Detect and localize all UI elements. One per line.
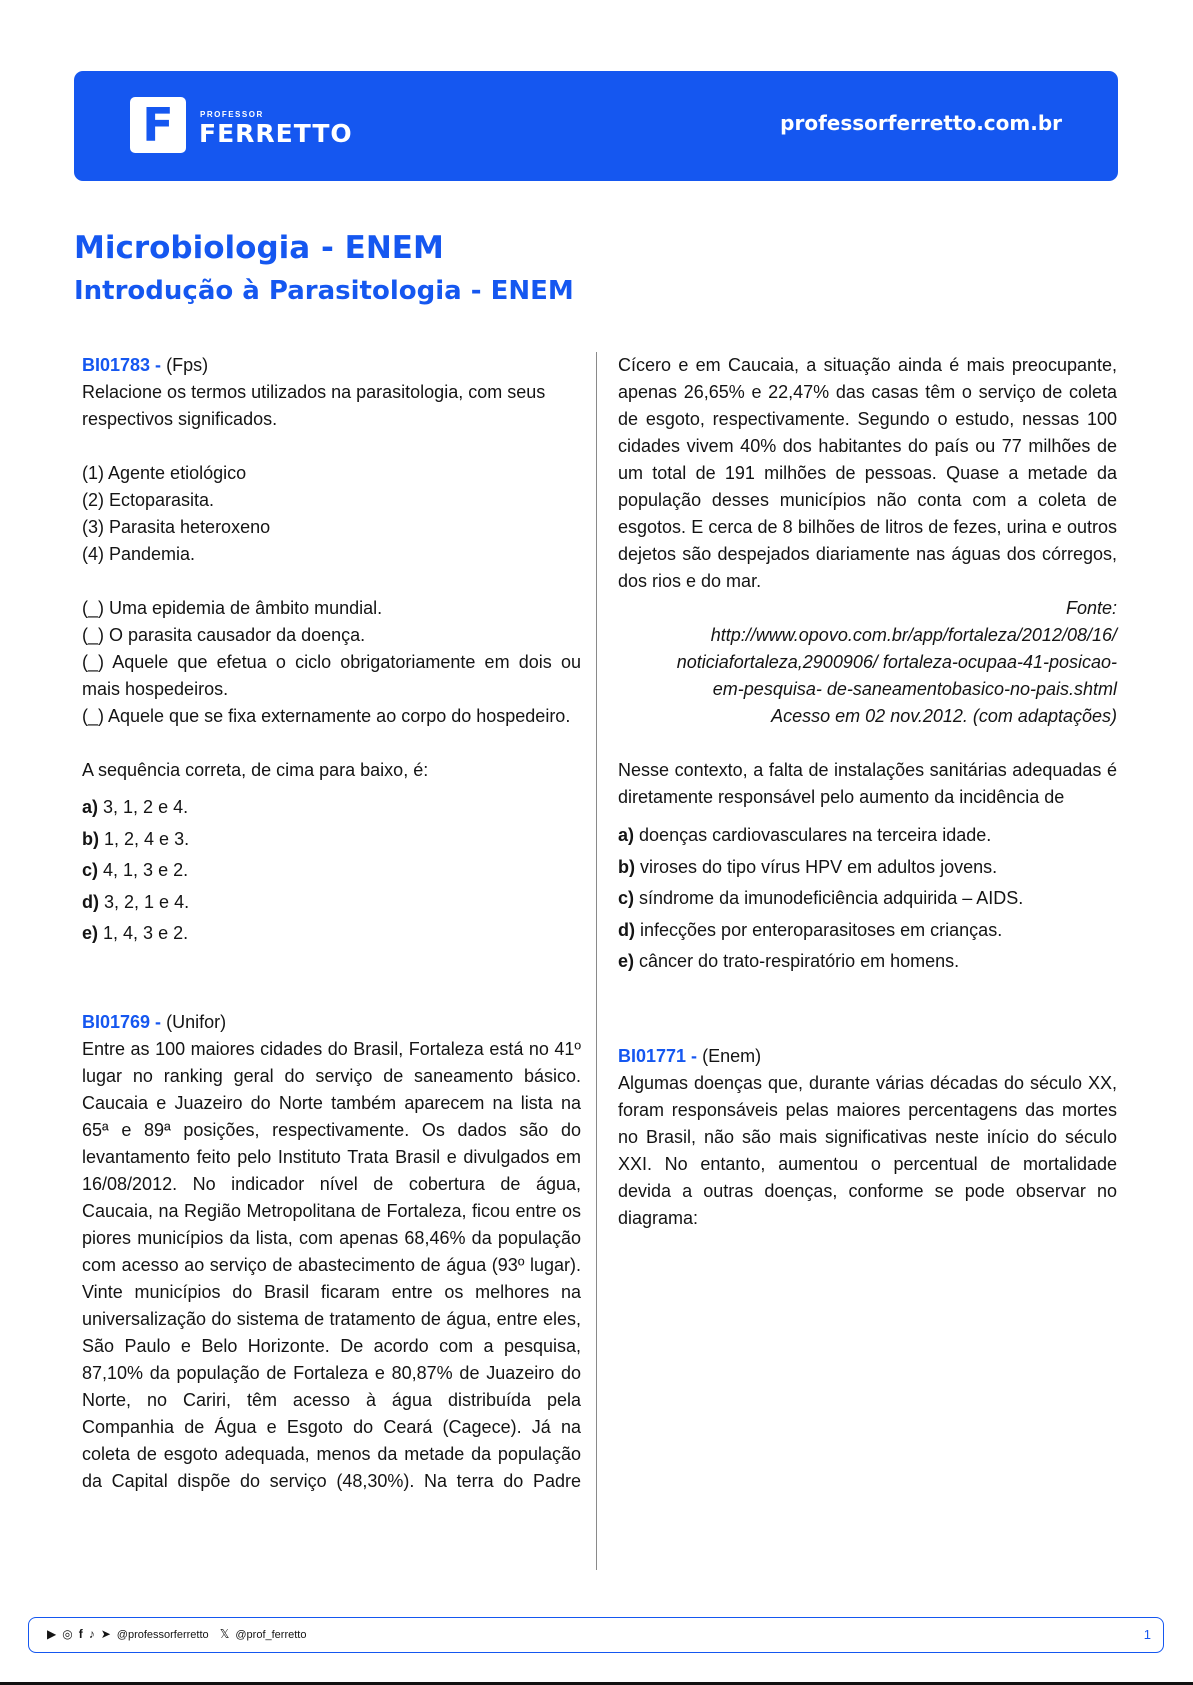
term-item: (4) Pandemia. [82,544,196,564]
answer-option[interactable] [618,820,1117,852]
question-id: BI01783 - [82,355,162,375]
option-letter: c) [82,860,99,880]
option-text: 1, 2, 4 e 3. [104,828,190,849]
question-source: (Fps) [166,355,209,375]
question-prompt: A sequência correta, de cima para baixo, é: [82,760,429,780]
definition-item: (_) Aquele que efetua o ciclo obrigatoriamente em dois ou mais hospedeiros. [82,652,581,699]
instagram-icon[interactable]: ◎ [62,1627,73,1641]
question-text: Entre as 100 maiores cidades do Brasil, Fortaleza está no 41º lugar no ranking geral do serviço de saneamento básico. Caucaia e Juazeiro do Norte também aparecem na lista na 65ª e 89ª posições, respectivamente. Os dados são do levantamento feito pelo Instituto Trata Brasil e divulgados em 16/08/2012. No indicador nível de cobertura de água, Caucaia, na Região Metropolitana de Fortaleza, ficou entre os piores municípios da lista, com apenas 68,46% da população com acesso ao serviço de abastecimento de água (93º lugar). Vinte municípios do Brasil ficaram entre os melhores na universalização do sistema de tratamento de água, entre eles, São Paulo e Belo Horizonte. De acordo com a pesquisa, 87,10% da população de Fortaleza e 80,87% de Juazeiro do Norte, no Cariri, têm acesso à água distribuída pela Companhia de Água e Esgoto do Ceará (Cagece). Já na coleta de esgoto adequada, menos da metade da população da Capital dispõe do serviço (48,30%). Na terra do Padre [82,1038,581,1491]
answer-option[interactable] [618,915,1117,947]
question-source: (Unifor) [166,1011,227,1032]
option-letter: b) [618,856,635,877]
footer-bar [28,1617,1164,1653]
option-text: 3, 1, 2 e 4. [103,797,189,817]
option-text: doenças cardiovasculares na terceira idade. [639,825,992,845]
logo-brand-text: FERRETTO [199,119,353,148]
page-subtitle: Introdução à Parasitologia - ENEM [74,276,574,306]
definition-item: (_) O parasita causador da doença. [82,625,366,645]
option-text: câncer do trato-respiratório em homens. [639,951,960,971]
answer-option[interactable] [618,852,1117,884]
option-text: viroses do tipo vírus HPV em adultos jovens. [640,856,998,877]
social-handle[interactable]: @professorferretto [116,1629,209,1641]
question-intro: Relacione os termos utilizados na parasitologia, com seus respectivos significados. [82,382,546,429]
question-id: BI01771 - [618,1045,698,1066]
answer-option[interactable] [82,824,581,856]
source-citation-line: Fonte: [1065,598,1117,618]
option-letter: a) [82,797,99,817]
source-citation-line: em-pesquisa- de-saneamentobasico-no-pais.shtml [712,679,1117,699]
telegram-icon[interactable]: ➤ [100,1627,111,1641]
question-header [82,1009,581,1036]
question-text: Algumas doenças que, durante várias décadas do século XX, foram responsáveis pelas maiores percentagens das mortes no Brasil, não são mais significativas neste início do século XXI. No entanto, aumentou o percentual de mortalidade devida a outras doenças, conforme se pode observar no diagrama: [618,1072,1117,1228]
option-letter: d) [618,919,635,940]
source-citation-line: http://www.opovo.com.br/app/fortaleza/2012/08/16/ [710,625,1117,645]
page-number: 1 [1143,1627,1151,1642]
source-citation-line: Acesso em 02 nov.2012. (com adaptações) [771,706,1117,726]
answer-option[interactable] [82,792,581,824]
term-item: (1) Agente etiológico [82,463,247,483]
question-source: (Enem) [702,1045,762,1066]
definition-item: (_) Uma epidemia de âmbito mundial. [82,598,383,618]
option-letter: a) [618,825,635,845]
youtube-icon[interactable]: ▶ [47,1627,57,1641]
header-banner [74,71,1118,181]
term-item: (3) Parasita heteroxeno [82,517,271,537]
question-id: BI01769 - [82,1011,162,1032]
option-letter: e) [82,923,99,943]
answer-option[interactable] [618,883,1117,915]
answer-option[interactable] [82,918,581,950]
column-divider [596,352,597,1570]
option-text: 4, 1, 3 e 2. [103,860,189,880]
site-url[interactable]: professorferretto.com.br [780,111,1062,135]
source-citation-line: noticiafortaleza,2900906/ fortaleza-ocupaa-41-posicao- [676,652,1117,672]
left-column [82,352,581,1495]
option-text: síndrome da imunodeficiência adquirida – AIDS. [639,888,1024,908]
question-prompt: Nesse contexto, a falta de instalações sanitárias adequadas é diretamente responsável pelo aumento da incidência de [618,760,1117,807]
logo-small-text: PROFESSOR [200,110,264,119]
option-letter: c) [618,888,635,908]
social-handle-x[interactable]: @prof_ferretto [235,1629,307,1641]
x-icon[interactable]: 𝕏 [219,1627,230,1641]
option-text: 3, 2, 1 e 4. [104,891,190,912]
answer-option[interactable] [82,887,581,919]
facebook-icon[interactable]: f [78,1627,83,1641]
term-item: (2) Ectoparasita. [82,490,215,510]
definition-item: (_) Aquele que se fixa externamente ao corpo do hospedeiro. [82,706,571,726]
question-header [618,1043,1117,1070]
option-text: 1, 4, 3 e 2. [103,923,189,943]
option-text: infecções por enteroparasitoses em crianças. [640,919,1003,940]
option-letter: e) [618,951,635,971]
question-header [82,352,581,379]
option-letter: b) [82,828,99,849]
question-text-continued: Cícero e em Caucaia, a situação ainda é mais preocupante, apenas 26,65% e 22,47% das casas têm o serviço de coleta de esgoto, respectivamente. Segundo o estudo, nessas 100 cidades vivem 40% dos habitantes do país ou 77 milhões de um total de 191 milhões de pessoas. Quase a metade da população desses municípios não conta com a coleta de esgotos. E cerca de 8 bilhões de litros de fezes, urina e outros dejetos são despejados diariamente nas águas dos córregos, dos rios e do mar. [618,355,1117,591]
social-links [47,1618,306,1651]
answer-option[interactable] [618,946,1117,978]
answer-option[interactable] [82,855,581,887]
logo-icon: F [130,97,186,153]
right-column [618,352,1117,1232]
tiktok-icon[interactable]: ♪ [88,1627,95,1641]
page-title: Microbiologia - ENEM [74,230,444,266]
option-letter: d) [82,891,99,912]
